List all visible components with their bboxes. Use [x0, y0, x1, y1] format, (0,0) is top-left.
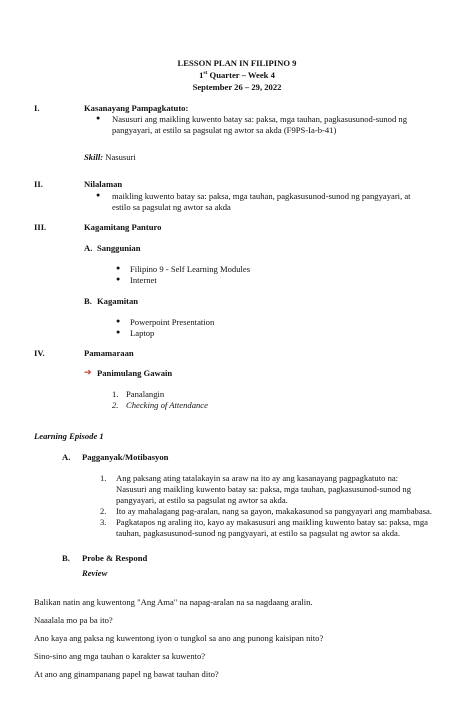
episode-item-3-line-1: Pagkatapos ng araling ito, kayo ay makasusuri ang maikling kuwento batay sa: paksa, mga — [116, 517, 428, 527]
sanggunian-item: Filipino 9 - Self Learning Modules — [130, 264, 251, 274]
section-2-bullet-line-2: estilo sa pagsulat ng awtor sa akda — [112, 202, 231, 212]
bullet-icon: ● — [116, 264, 121, 272]
section-1-bullet-line-1: Nasusuri ang maikling kuwento batay sa: paksa, mga tauhan, pagkasusunod-sunod ng — [112, 114, 407, 124]
section-1-heading: Kasanayang Pampagkatuto: — [84, 103, 189, 113]
section-1-bullet-line-2: pangyayari, at estilo sa pagsulat ng awtor sa akda (F9PS-Ia-b-41) — [112, 125, 337, 135]
quarter-number: 1 — [199, 70, 204, 80]
skill-label: Skill: — [84, 152, 104, 162]
episode-title: Learning Episode 1 — [34, 431, 104, 441]
section-4-heading: Pamamaraan — [84, 348, 134, 358]
document-title: LESSON PLAN IN FILIPINO 9 — [177, 58, 297, 68]
kagamitan-item: Powerpoint Presentation — [130, 317, 215, 327]
sanggunian-heading: Sanggunian — [97, 243, 141, 253]
list-number: 3. — [100, 517, 107, 527]
list-number: 1. — [112, 389, 119, 399]
section-2-bullet-line-1: maikling kuwento batay sa: paksa, mga tauhan, pagkasusunod-sunod ng pangyayari, at — [112, 191, 411, 201]
bullet-icon: ● — [96, 114, 101, 122]
section-2-heading: Nilalaman — [84, 179, 123, 189]
section-2-number: II. — [34, 179, 43, 189]
sanggunian-item: Internet — [130, 275, 157, 285]
episode-item-2-line-1: Ito ay mahalagang pag-aralan, nang sa gayon, makakasunod sa pangyayari ang mambabasa. — [116, 506, 432, 516]
date-range: September 26 – 29, 2022 — [192, 82, 282, 92]
bullet-icon: ● — [116, 275, 121, 283]
panimulang-gawain-heading: Panimulang Gawain — [97, 368, 173, 378]
skill-line — [84, 152, 136, 163]
dialogue-line: Naaalala mo pa ba ito? — [34, 615, 113, 625]
dialogue-line: Ano kaya ang paksa ng kuwentong iyon o tungkol sa ano ang punong kaisipan nito? — [34, 633, 324, 643]
quarter-ordinal: st — [203, 70, 208, 77]
dialogue-line: Balikan natin ang kuwentong "Ang Ama" na napag-aralan na sa nagdaang aralin. — [34, 597, 313, 607]
episode-item-1-line-3: pangyayari, at estilo sa pagsulat ng awtor sa akda. — [116, 495, 288, 505]
list-number: 2. — [100, 506, 107, 516]
pagganyak-heading: Pagganyak/Motibasyon — [82, 452, 169, 462]
bullet-icon: ● — [116, 317, 121, 325]
bullet-icon: ● — [116, 328, 121, 336]
episode-item-1-line-1: Ang paksang ating tatalakayin sa araw na ito ay ang kasanayang pagpagkatuto na: — [116, 473, 399, 483]
gawain-item: Checking of Attendance — [126, 400, 208, 410]
list-number: 2. — [112, 400, 119, 410]
kagamitan-label: B. — [84, 296, 92, 306]
gawain-item: Panalangin — [126, 389, 165, 399]
dialogue-line: At ano ang ginampanang papel ng bawat tauhan dito? — [34, 669, 219, 679]
quarter-week: Quarter – Week 4 — [207, 70, 275, 80]
episode-item-3-line-2: tauhan, pagkasusunod-sunod ng pangyayari, at estilo sa pagsulat ng awtor sa akda. — [116, 528, 401, 538]
kagamitan-item: Laptop — [130, 328, 155, 338]
section-3-number: III. — [34, 222, 47, 232]
section-1-number: I. — [34, 103, 40, 113]
probe-label: B. — [62, 553, 70, 563]
episode-item-1-line-2: Nasusuri ang maikling kuwento batay sa: paksa, mga tauhan, pagkasusunod-sunod ng — [116, 484, 411, 494]
arrow-bullet-icon: ➔ — [84, 367, 92, 377]
skill-value: Nasusuri — [103, 152, 136, 162]
sanggunian-label: A. — [84, 243, 93, 253]
bullet-icon: ● — [96, 191, 101, 199]
section-3-heading: Kagamitang Panturo — [84, 222, 162, 232]
probe-heading: Probe & Respond — [82, 553, 148, 563]
quarter-line — [0, 70, 474, 81]
pagganyak-label: A. — [62, 452, 71, 462]
list-number: 1. — [100, 473, 107, 483]
review-label: Review — [82, 568, 108, 578]
dialogue-line: Sino-sino ang mga tauhan o karakter sa kuwento? — [34, 651, 206, 661]
section-4-number: IV. — [34, 348, 45, 358]
kagamitan-heading: Kagamitan — [97, 296, 139, 306]
